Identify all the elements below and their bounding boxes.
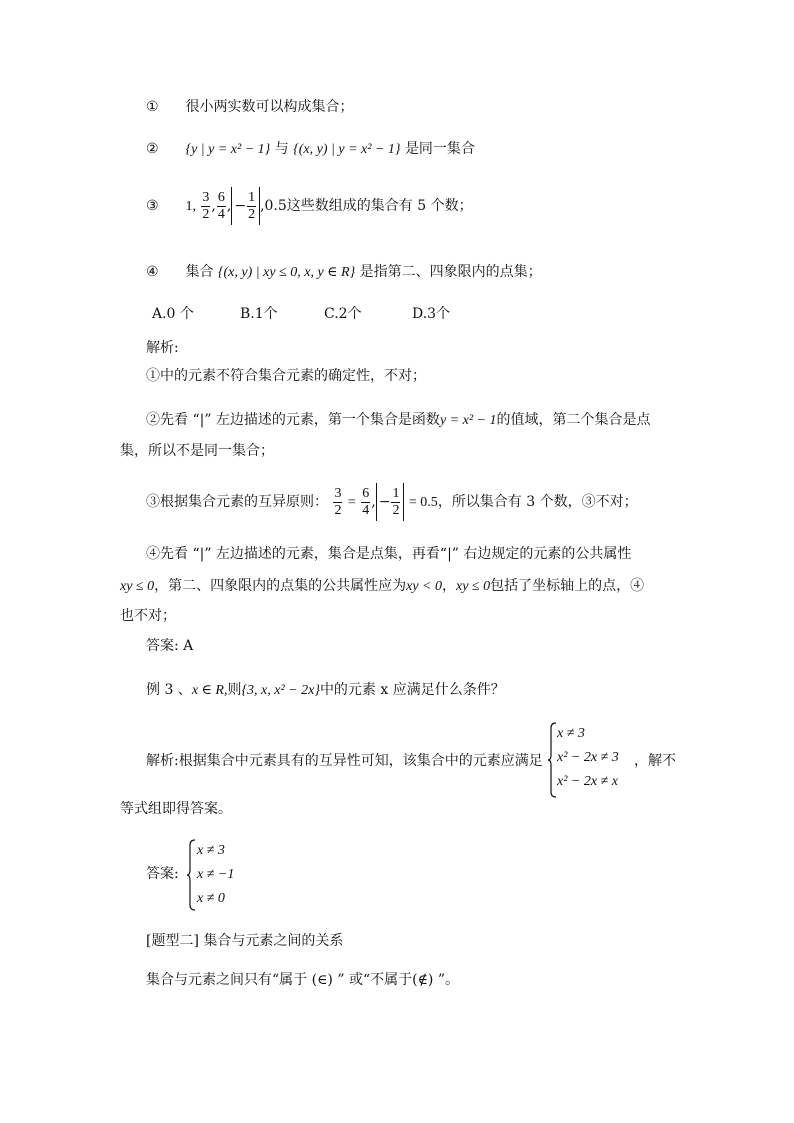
analysis-fraction-2: $\frac{6}{4}$ (362, 485, 370, 518)
analysis-answer: 答案: A (146, 638, 194, 654)
item-4-tail: 是指第二、四象限内的点集； (359, 264, 542, 280)
item-4-pre: 集合 (185, 264, 214, 280)
item-1-text: 很小两实数可以构成集合； (185, 99, 354, 115)
system-2: x ≠ 3 x ≠ −1 x ≠ 0 (197, 843, 235, 906)
item-4-set: {(x, y) | xy ≤ 0, x, y ∈ R} (217, 265, 356, 280)
option-d: D.3个 (412, 306, 451, 322)
item-3-one: 1, (185, 199, 196, 214)
type-2-text: 集合与元素之间只有“属于 (∈) ” 或“不属于(∉) ”。 (146, 972, 460, 988)
example-3-answer-label: 答案: (146, 866, 179, 882)
item-3-fraction-1: $\frac{3}{2}$ (202, 189, 210, 222)
item-3-number: ③ (146, 198, 159, 214)
analysis-line-4: ④先看 “|” 左边描述的元素，集合是点集，再看“|” 右边规定的元素的公共属性 (146, 546, 632, 562)
item-1-number: ① (146, 99, 159, 115)
item-2-number: ② (146, 141, 159, 157)
item-3-abs: − $\frac{1}{2}$ (231, 187, 260, 225)
analysis-fraction-1: $\frac{3}{2}$ (334, 485, 342, 518)
analysis-line-1: ①中的元素不符合集合元素的确定性，不对； (146, 368, 426, 384)
item-4-number: ④ (146, 264, 159, 280)
example-3-analysis-tail: ，解不 (634, 753, 676, 769)
item-2 (146, 139, 475, 160)
option-a: A.0 个 (152, 306, 194, 322)
example-3: 例 3 、x ∈ R,则{3, x, x² − 2x}中的元素 x 应满足什么条件？ (146, 682, 505, 698)
analysis-abs: − $\frac{1}{2}$ (376, 483, 405, 521)
type-2-heading: [题型二] 集合与元素之间的关系 (146, 933, 344, 949)
item-3-fraction-2: $\frac{6}{4}$ (217, 189, 225, 222)
item-1 (146, 97, 353, 117)
system-brace-2 (186, 839, 196, 911)
example-3-analysis-line-2: 等式组即得答案。 (120, 801, 232, 817)
item-2-set-b: {(x, y) | y = x² − 1} (293, 142, 401, 157)
analysis-line-4b: xy ≤ 0，第二、四象限内的点集的公共属性应为xy < 0，xy ≤ 0包括了坐标轴上的点，④ (120, 578, 645, 594)
analysis-line-2: ②先看 “|” 左边描述的元素，第一个集合是函数y = x² − 1的值域，第二个集合是点 (146, 412, 651, 428)
item-2-tail: 是同一集合 (404, 141, 475, 157)
item-3: ③ 1, $\frac{3}{2}$ , $\frac{6}{4}$ , − $\frac{1}{2}$ ,0.5这些数组成的集合有 5 个数； (146, 186, 473, 227)
item-4 (146, 262, 542, 283)
item-2-conj: 与 (274, 141, 289, 157)
analysis-line-4c: 也不对； (120, 608, 176, 624)
option-b: B.1个 (240, 306, 278, 322)
analysis-label: 解析: (146, 340, 179, 356)
option-c: C.2个 (324, 306, 362, 322)
analysis-func: y = x² − 1 (439, 413, 497, 428)
item-2-set-a: {y | y = x² − 1} (185, 142, 271, 157)
example-3-analysis: 解析:根据集合中元素具有的互异性可知，该集合中的元素应满足 (146, 753, 543, 769)
item-3-rest: ,0.5这些数组成的集合有 5 个数； (260, 198, 473, 214)
analysis-line-3: ③根据集合元素的互异原则： $\frac{3}{2}$ = $\frac{6}{4}$ , − $\frac{1}{2}$ = 0.5，所以集合有 3 个数，③不对； (146, 482, 638, 523)
system-1: x ≠ 3 x² − 2x ≠ 3 x² − 2x ≠ x (557, 726, 619, 789)
analysis-line-2b: 集，所以不是同一集合； (120, 443, 274, 459)
system-brace-1 (547, 722, 557, 798)
